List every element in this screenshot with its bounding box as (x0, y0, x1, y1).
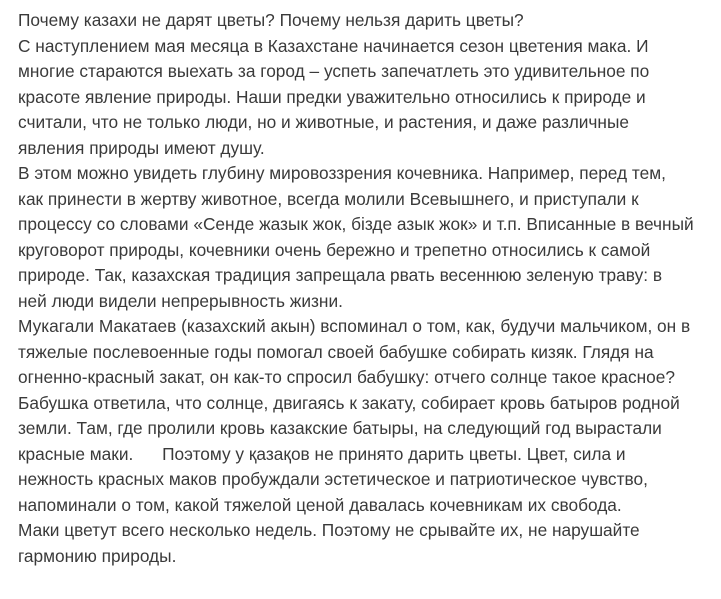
text-line: процессу со словами «Сенде жазык жок, бізде азык жок» и т.п. Вписанные в вечный (18, 214, 694, 234)
text-line: тяжелые послевоенные годы помогал своей бабушке собирать кизяк. Глядя на (18, 341, 654, 362)
text-line: ней люди видели непрерывность жизни. (18, 290, 343, 311)
text-line: В этом можно увидеть глубину мировоззрения кочевника. Например, перед тем, (18, 163, 666, 183)
text-line: многие стараются выехать за город – успеть запечатлеть это удивительное по (18, 61, 650, 81)
text-line: нежность красных маков пробуждали эстетическое и патриотическое чувство, (18, 469, 648, 489)
text-line: огненно-красный закат, он как-то спросил бабушку: отчего солнце такое красное? (18, 367, 675, 387)
text-line: С наступлением мая месяца в Казахстане начинается сезон цветения мака. И (18, 35, 649, 56)
text-line: как принести в жертву животное, всегда молили Всевышнего, и приступали к (18, 188, 639, 209)
text-line: красоте явление природы. Наши предки уважительно относились к природе и (18, 86, 646, 107)
text-line: Мукагали Макатаев (казахский акын) вспоминал о том, как, будучи мальчиком, он в (18, 316, 691, 336)
text-line: круговорот природы, кочевники очень бережно и трепетно относились к самой (18, 239, 651, 260)
text-line: явления природы имеют душу. (18, 137, 265, 158)
article-text (18, 8, 714, 569)
text-line: Маки цветут всего несколько недель. Поэтому не срывайте их, не нарушайте (18, 520, 640, 540)
article-title-line: Почему казахи не дарят цветы? Почему нельзя дарить цветы? (18, 10, 524, 30)
text-line: природе. Так, казахская традиция запрещала рвать весеннюю зеленую траву: в (18, 265, 663, 285)
text-line: Бабушка ответила, что солнце, двигаясь к закату, собирает кровь батыров родной (18, 392, 680, 413)
text-line: считали, что не только люди, но и животные, и растения, и даже различные (18, 112, 630, 132)
text-line: напоминали о том, какой тяжелой ценой давалась кочевникам их свобода. (18, 494, 622, 515)
text-line: красные маки. Поэтому у қазақов не принято дарить цветы. Цвет, сила и (18, 443, 626, 464)
text-line: гармонию природы. (18, 545, 177, 566)
text-line: земли. Там, где пролили кровь казакские батыры, на следующий год вырастали (18, 418, 662, 438)
